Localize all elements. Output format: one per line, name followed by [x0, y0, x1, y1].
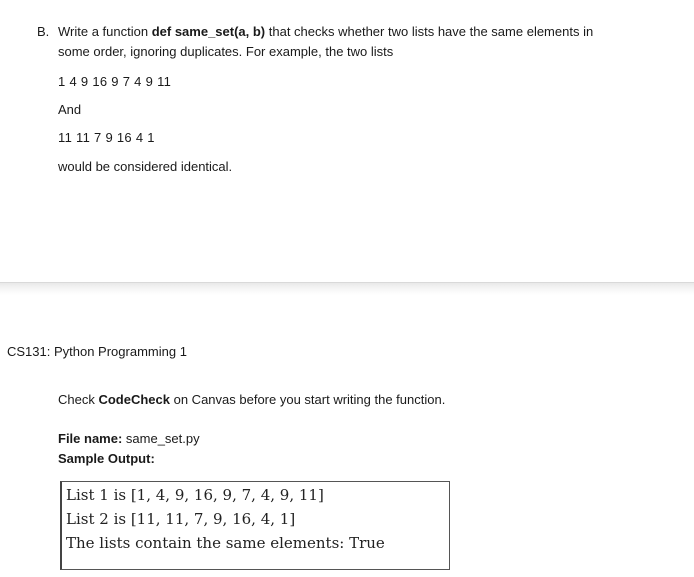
question-text-line-1	[58, 24, 593, 39]
question-suffix: that checks whether two lists have the same elements in	[265, 24, 594, 39]
file-name-value: same_set.py	[122, 431, 200, 446]
output-line-1: List 1 is [1, 4, 9, 16, 9, 7, 4, 9, 11]	[66, 486, 324, 504]
and-text: And	[58, 102, 82, 117]
file-name-line	[58, 431, 200, 446]
output-line-2: List 2 is [11, 11, 7, 9, 16, 4, 1]	[66, 510, 296, 528]
question-text-line-2: some order, ignoring duplicates. For example, the two lists	[58, 44, 394, 59]
question-prefix: Write a function	[58, 24, 152, 39]
check-suffix: on Canvas before you start writing the function.	[170, 392, 446, 407]
sample-output-label: Sample Output:	[58, 451, 155, 466]
conclusion-text: would be considered identical.	[58, 159, 233, 174]
question-letter: B.	[37, 24, 50, 39]
course-header: CS131: Python Programming 1	[7, 344, 187, 359]
file-name-label: File name:	[58, 431, 123, 446]
check-prefix: Check	[58, 392, 99, 407]
codecheck-label: CodeCheck	[98, 392, 170, 407]
function-signature: def same_set(a, b)	[151, 24, 266, 39]
codecheck-instruction	[58, 392, 445, 407]
example-list-2: 11 11 7 9 16 4 1	[58, 130, 155, 145]
example-list-1: 1 4 9 16 9 7 4 9 11	[58, 74, 172, 89]
sample-output-box	[60, 481, 450, 570]
page-break-divider	[0, 282, 694, 295]
output-line-3: The lists contain the same elements: True	[66, 534, 385, 552]
